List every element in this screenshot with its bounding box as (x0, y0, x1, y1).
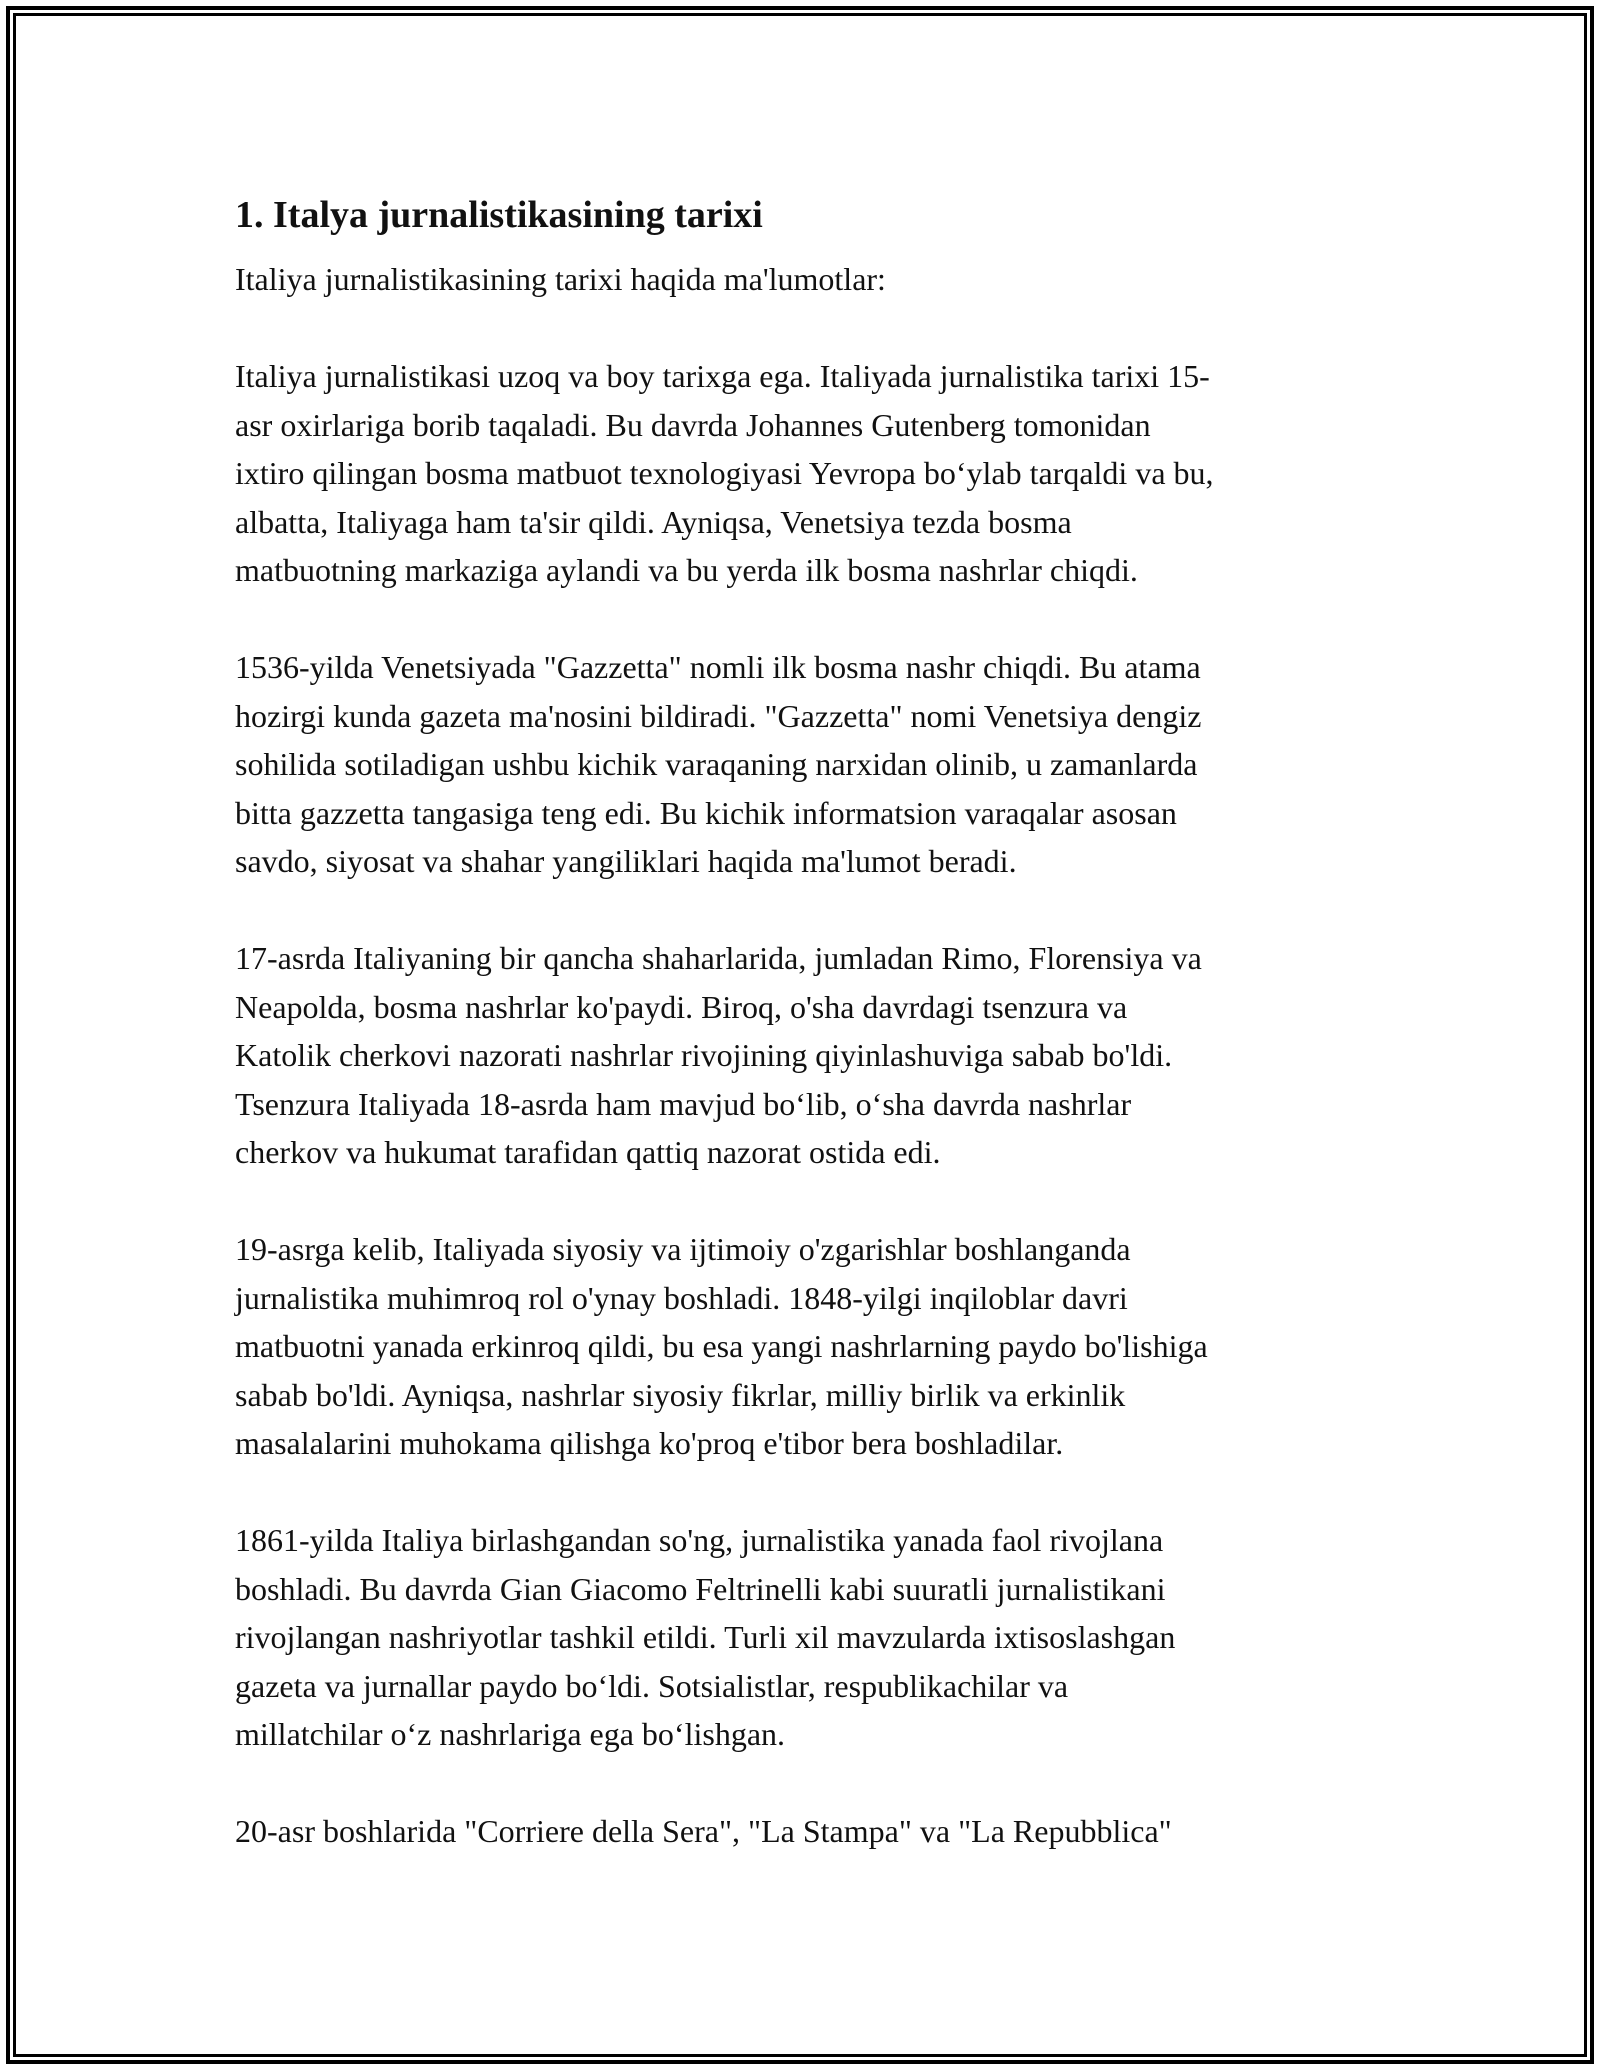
paragraph-unification: 1861-yilda Italiya birlashgandan so'ng, jurnalistika yanada faol rivojlana boshladi. Bu davrda Gian Giacomo Feltrinelli kabi suuratli jurnalistikani rivojlangan nashriyotlar tashkil etildi. Turli xil mavzularda ixtisoslashgan gazeta va jurnallar paydo bo‘ldi. Sotsialistlar, respublikachilar va millatchilar o‘z nashrlariga ega bo‘lishgan. (235, 1522, 1176, 1752)
paragraph-gazzetta: 1536-yilda Venetsiyada "Gazzetta" nomli ilk bosma nashr chiqdi. Bu atama hozirgi kunda gazeta ma'nosini bildiradi. "Gazzetta" nomi Venetsiya dengiz sohilida sotiladigan ushbu kichik varaqaning narxidan olinib, u zamanlarda bitta gazzetta tangasiga teng edi. Bu kichik informatsion varaqalar asosan savdo, siyosat va shahar yangiliklari haqida ma'lumot beradi. (235, 649, 1202, 879)
page-title: 1. Italya jurnalistikasining tarixi (235, 194, 763, 236)
paragraph-20th-century: 20-asr boshlarida "Corriere della Sera", "La Stampa" va "La Repubblica" (235, 1813, 1172, 1849)
intro-paragraph: Italiya jurnalistikasining tarixi haqida ma'lumotlar: (235, 261, 886, 297)
document-body (235, 185, 1375, 1904)
paragraph-19th-century: 19-asrga kelib, Italiyada siyosiy va ijtimoiy o'zgarishlar boshlanganda jurnalistika muhimroq rol o'ynay boshladi. 1848-yilgi inqiloblar davri matbuotni yanada erkinroq qildi, bu esa yangi nashrlarning paydo bo'lishiga sabab bo'ldi. Ayniqsa, nashrlar siyosiy fikrlar, milliy birlik va erkinlik masalalarini muhokama qilishga ko'proq e'tibor bera boshladilar. (235, 1231, 1208, 1461)
paragraph-17th-century: 17-asrda Italiyaning bir qancha shaharlarida, jumladan Rimo, Florensiya va Neapolda, bosma nashrlar ko'paydi. Biroq, o'sha davrdagi tsenzura va Katolik cherkovi nazorati nashrlar rivojining qiyinlashuviga sabab bo'ldi. Tsenzura Italiyada 18-asrda ham mavjud bo‘lib, o‘sha davrda nashrlar cherkov va hukumat tarafidan qattiq nazorat ostida edi. (235, 940, 1202, 1170)
paragraph-origins: Italiya jurnalistikasi uzoq va boy tarixga ega. Italiyada jurnalistika tarixi 15- asr oxirlariga borib taqaladi. Bu davrda Johannes Gutenberg tomonidan ixtiro qilingan bosma matbuot texnologiyasi Yevropa bo‘ylab tarqaldi va bu, albatta, Italiyaga ham ta'sir qildi. Ayniqsa, Venetsiya tezda bosma matbuotning markaziga aylandi va bu yerda ilk bosma nashrlar chiqdi. (235, 358, 1214, 588)
